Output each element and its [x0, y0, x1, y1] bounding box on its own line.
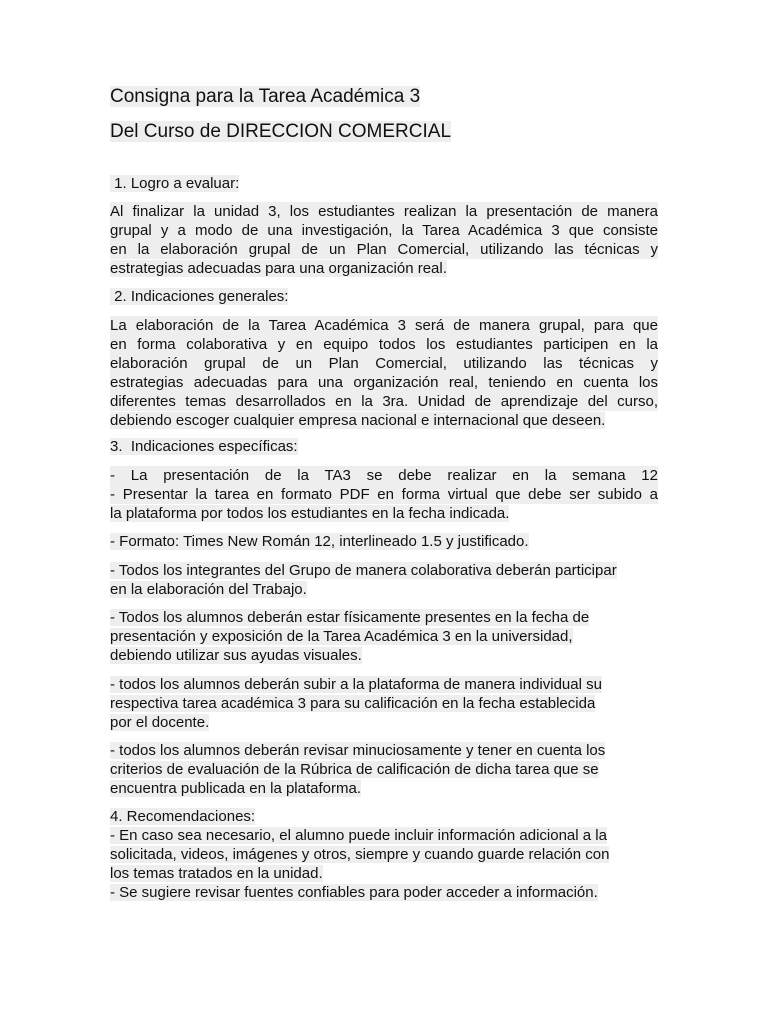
section-3-paragraph-3: [110, 561, 658, 599]
paragraph-line: por el docente.: [110, 714, 210, 731]
paragraph-line: en forma colaborativa y en equipo todos los estudiantes participen en la: [110, 336, 658, 353]
paragraph-line: en la elaboración del Trabajo.: [110, 581, 307, 598]
section-2-paragraph: [110, 316, 658, 430]
paragraph-line: respectiva tarea académica 3 para su calificación en la fecha establecida: [110, 695, 596, 712]
section-3-paragraph-2: [110, 532, 658, 551]
section-3-paragraph-5: [110, 675, 658, 732]
paragraph-line: Al finalizar la unidad 3, los estudiantes realizan la presentación de manera: [110, 203, 658, 220]
paragraph-line: en la elaboración grupal de un Plan Comercial, utilizando las técnicas y: [110, 241, 658, 258]
paragraph-line: diferentes temas desarrollados en la 3ra. Unidad de aprendizaje del curso,: [110, 393, 658, 410]
paragraph-line: - En caso sea necesario, el alumno puede incluir información adicional a la: [110, 827, 607, 844]
section-3-paragraph-6: [110, 741, 658, 798]
section-2-heading: 2. Indicaciones generales:: [110, 288, 289, 305]
document-title: Consigna para la Tarea Académica 3: [110, 86, 421, 107]
section-1-heading: 1. Logro a evaluar:: [110, 175, 240, 192]
paragraph-line: presentación y exposición de la Tarea Académica 3 en la universidad,: [110, 628, 573, 645]
paragraph-line: - Todos los integrantes del Grupo de manera colaborativa deberán participar: [110, 562, 617, 579]
section-4-heading: 4. Recomendaciones:: [110, 808, 256, 825]
paragraph-line: - Se sugiere revisar fuentes confiables para poder acceder a información.: [110, 884, 598, 901]
paragraph-line: - Presentar la tarea en formato PDF en forma virtual que debe ser subido a: [110, 486, 658, 503]
paragraph-line: los temas tratados en la unidad.: [110, 865, 323, 882]
paragraph-line: debiendo utilizar sus ayudas visuales.: [110, 647, 362, 664]
paragraph-line: estrategias adecuadas para una organización real, teniendo en cuenta los: [110, 374, 658, 391]
paragraph-line: elaboración grupal de un Plan Comercial, utilizando las técnicas y: [110, 355, 658, 372]
section-1-paragraph: [110, 202, 658, 278]
paragraph-line: - Formato: Times New Román 12, interlineado 1.5 y justificado.: [110, 533, 529, 550]
paragraph-line: grupal y a modo de una investigación, la Tarea Académica 3 que consiste: [110, 222, 658, 239]
paragraph-line: - todos los alumnos deberán revisar minuciosamente y tener en cuenta los: [110, 742, 606, 759]
section-3-paragraph-1: [110, 466, 658, 523]
section-4: [110, 807, 658, 902]
section-3-paragraph-4: [110, 608, 658, 665]
paragraph-line: criterios de evaluación de la Rúbrica de calificación de dicha tarea que se: [110, 761, 599, 778]
paragraph-line: encuentra publicada en la plataforma.: [110, 780, 362, 797]
paragraph-line: - todos los alumnos deberán subir a la plataforma de manera individual su: [110, 676, 602, 693]
paragraph-line: solicitada, videos, imágenes y otros, siempre y cuando guarde relación con: [110, 846, 610, 863]
paragraph-line: la plataforma por todos los estudiantes en la fecha indicada.: [110, 505, 510, 522]
paragraph-line: - Todos los alumnos deberán estar físicamente presentes en la fecha de: [110, 609, 590, 626]
paragraph-line: estrategias adecuadas para una organización real.: [110, 260, 447, 277]
paragraph-line: debiendo escoger cualquier empresa nacional e internacional que deseen.: [110, 412, 606, 429]
paragraph-line: La elaboración de la Tarea Académica 3 será de manera grupal, para que: [110, 317, 658, 334]
course-subtitle: Del Curso de DIRECCION COMERCIAL: [110, 121, 452, 142]
section-3-heading: 3. Indicaciones específicas:: [110, 438, 298, 455]
paragraph-line: - La presentación de la TA3 se debe realizar en la semana 12: [110, 467, 658, 484]
